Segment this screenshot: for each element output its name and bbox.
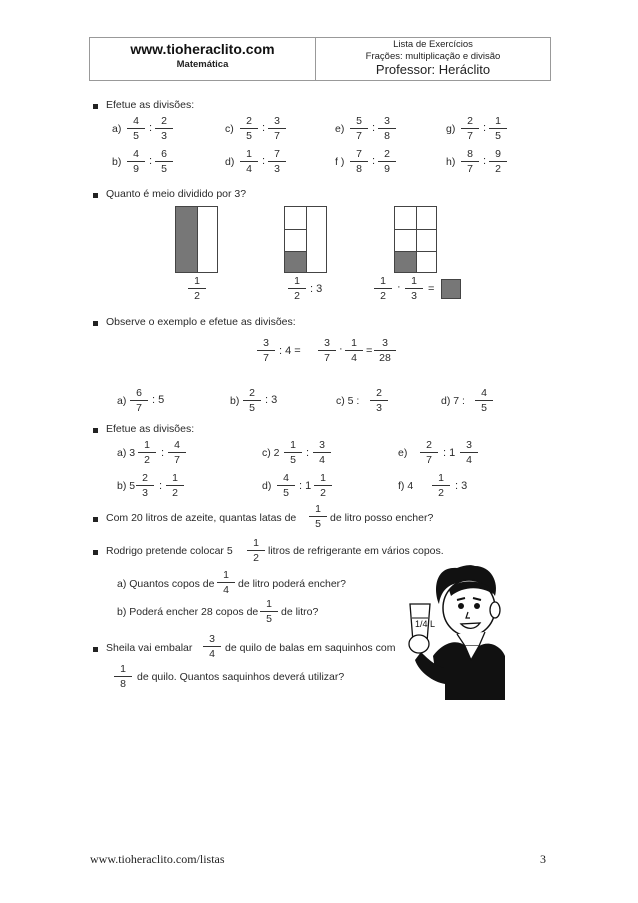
fraction: 2 5 <box>238 115 260 142</box>
item-label: d) 7 : <box>441 395 465 407</box>
operator: : <box>159 480 163 492</box>
topic: Frações: multiplicação e divisão <box>365 51 501 62</box>
fraction: 2 3 <box>368 387 390 414</box>
question-text: Com 20 litros de azeite, quantas latas de <box>106 512 297 524</box>
question-text: Sheila vai embalar <box>106 642 193 654</box>
footer-url: www.tioheraclito.com/listas <box>90 852 225 866</box>
fraction: 7 3 <box>266 148 288 175</box>
question-text: de quilo de balas em saquinhos com <box>225 642 396 654</box>
fraction: 2 3 <box>153 115 175 142</box>
answer-square <box>441 279 461 299</box>
fraction: 3 7 <box>316 337 338 364</box>
operator: : 5 <box>152 394 165 406</box>
fraction: 1 2 <box>430 472 452 499</box>
fraction: 4 5 <box>125 115 147 142</box>
item-label: h) <box>446 156 456 168</box>
item-label: a) 3 <box>117 447 136 459</box>
operator: : <box>149 155 153 167</box>
item-label: a) <box>112 123 122 135</box>
operator: : <box>262 122 266 134</box>
operator: : <box>306 447 310 459</box>
operator: : <box>483 122 487 134</box>
fraction: 6 5 <box>153 148 175 175</box>
fraction: 4 5 <box>275 472 297 499</box>
item-label: d) <box>225 156 235 168</box>
operator: : <box>262 155 266 167</box>
boy-with-glass-illustration <box>405 560 505 700</box>
operator: · <box>397 281 401 293</box>
fraction: 3 4 <box>311 439 333 466</box>
fraction: 2 9 <box>376 148 398 175</box>
item-label: b) <box>230 395 240 407</box>
fraction: 4 9 <box>125 148 147 175</box>
fraction: 1 2 <box>312 472 334 499</box>
item-label: b) 5 <box>117 480 136 492</box>
operator: = <box>428 283 435 295</box>
fraction: 1 2 <box>164 472 186 499</box>
instruction: Observe o exemplo e efetue as divisões: <box>106 316 296 328</box>
fraction: 3 4 <box>201 633 223 660</box>
fraction: 4 7 <box>166 439 188 466</box>
bullet <box>93 193 98 198</box>
question-text: litros de refrigerante em vários copos. <box>268 545 444 557</box>
fraction: 1 2 <box>245 537 267 564</box>
operator: : 1 <box>443 447 456 459</box>
fraction: 1 2 <box>372 275 394 302</box>
teacher: Professor: Heráclito <box>375 62 491 77</box>
bullet <box>93 104 98 109</box>
fraction: 2 3 <box>134 472 156 499</box>
fraction: 1 4 <box>238 148 260 175</box>
operator: : <box>372 155 376 167</box>
item-label: a) <box>117 395 127 407</box>
glass-label: 1/4 L <box>415 619 436 629</box>
fraction: 6 7 <box>128 387 150 414</box>
page-number: 3 <box>540 852 546 866</box>
instruction: Efetue as divisões: <box>106 99 195 111</box>
question-text: a) Quantos copos de <box>117 578 215 590</box>
operator: : <box>483 155 487 167</box>
operator: : 3 <box>310 283 323 295</box>
item-label: f) 4 <box>398 480 414 492</box>
fraction: 1 5 <box>487 115 509 142</box>
item-label: c) <box>225 123 234 135</box>
operator: : 4 = <box>279 345 301 357</box>
fraction: 1 5 <box>282 439 304 466</box>
item-label: d) <box>262 480 272 492</box>
question-text: b) Poderá encher 28 copos de <box>117 606 259 618</box>
fraction: 3 8 <box>376 115 398 142</box>
list-title: Lista de Exercícios <box>393 39 473 50</box>
item-label: e) <box>335 123 345 135</box>
operator: : 1 <box>299 480 312 492</box>
fraction: 1 5 <box>258 598 280 625</box>
fraction: 1 8 <box>112 663 134 690</box>
subject: Matemática <box>176 59 229 70</box>
question-text: Rodrigo pretende colocar 5 <box>106 545 233 557</box>
fraction: 2 7 <box>418 439 440 466</box>
item-label: c) 5 : <box>336 395 360 407</box>
item-label: g) <box>446 123 456 135</box>
fraction: 3 4 <box>458 439 480 466</box>
fraction: 8 7 <box>459 148 481 175</box>
question-text: de litro poderá encher? <box>238 578 346 590</box>
fraction: 3 7 <box>255 337 277 364</box>
operator: = <box>366 345 373 357</box>
fraction: 1 4 <box>215 569 237 596</box>
fraction: 1 2 <box>286 275 308 302</box>
fraction: 9 2 <box>487 148 509 175</box>
question-text: de quilo. Quantos saquinhos deverá utilizar? <box>137 671 345 683</box>
item-label: e) <box>398 447 408 459</box>
bullet <box>93 428 98 433</box>
item-label: f ) <box>335 156 345 168</box>
question: Quanto é meio dividido por 3? <box>106 188 247 200</box>
fraction: 3 7 <box>266 115 288 142</box>
fraction: 1 4 <box>343 337 365 364</box>
fraction: 4 5 <box>473 387 495 414</box>
operator: : <box>372 122 376 134</box>
fraction: 1 5 <box>307 503 329 530</box>
bullet <box>93 550 98 555</box>
operator: : <box>161 447 165 459</box>
question-text: de litro posso encher? <box>330 512 434 524</box>
instruction: Efetue as divisões: <box>106 423 195 435</box>
fraction: 3 28 <box>372 337 398 364</box>
item-label: c) 2 <box>262 447 280 459</box>
operator: · <box>339 343 343 355</box>
site-name: www.tioheraclito.com <box>130 41 275 57</box>
operator: : <box>149 122 153 134</box>
fraction: 2 7 <box>459 115 481 142</box>
operator: : 3 <box>455 480 468 492</box>
operator: : 3 <box>265 394 278 406</box>
bullet <box>93 647 98 652</box>
fraction: 1 2 <box>136 439 158 466</box>
question-text: de litro? <box>281 606 319 618</box>
fraction: 1 3 <box>403 275 425 302</box>
bullet <box>93 321 98 326</box>
header-box <box>89 37 551 81</box>
fraction: 1 2 <box>186 275 208 302</box>
item-label: b) <box>112 156 122 168</box>
fraction: 2 5 <box>241 387 263 414</box>
fraction: 5 7 <box>348 115 370 142</box>
fraction: 7 8 <box>348 148 370 175</box>
bullet <box>93 517 98 522</box>
